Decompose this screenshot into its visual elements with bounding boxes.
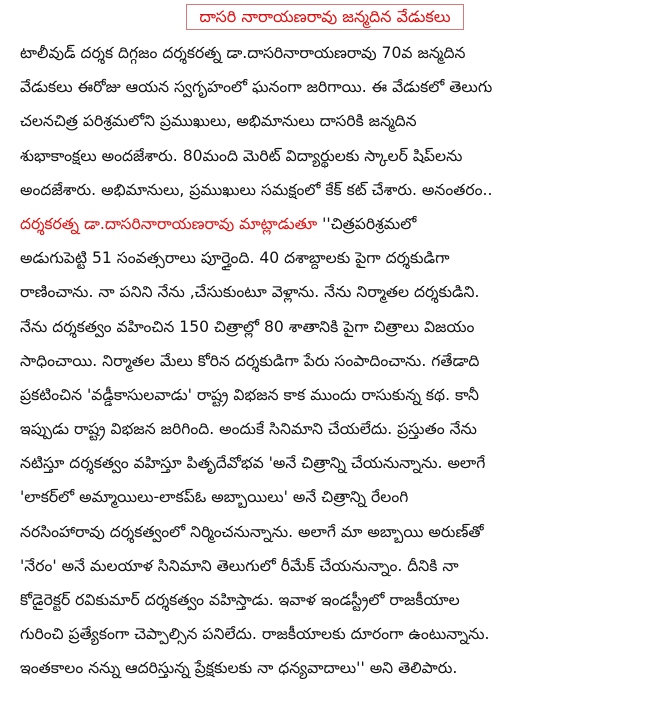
article-line-5: అందజేశారు. అభిమానులు, ప్రముఖులు సమక్షంలో కేక్ కట్ చేశారు. అనంతరం.. — [20, 180, 493, 199]
quote-intro-line — [20, 207, 635, 241]
article-line-18: గురించి ప్రత్యేకంగా చెప్పాల్సిన పనిలేదు. రాజకీయాలకు దూరంగా ఉంటున్నాను. — [20, 625, 490, 644]
article-line-14: 'లాకర్‌లో అమ్మాయిలు-లాకప్‌ఓ అబ్బాయిలు' అనే చిత్రాన్ని రేలంగి — [20, 488, 409, 507]
article-line-3: చలనచిత్ర పరిశ్రమలోని ప్రముఖులు, అభిమానులు దాసరికి జన్మదిన — [20, 112, 417, 131]
article-line-12: ఇప్పుడు రాష్ట్ర విభజన జరిగింది. అందుకే సినిమాని చేయలేదు. ప్రస్తుతం నేను — [20, 420, 477, 439]
article-line-19: ఇంతకాలం నన్ను ఆదరిస్తున్న ప్రేక్షకులకు నా ధన్యవాదాలు'' అని తెలిపారు. — [20, 659, 458, 678]
article-line-4: శుభాకాంక్షలు అందజేశారు. 80మంది మెరిట్ విద్యార్థులకు స్కాలర్ షిప్‌లను — [20, 146, 463, 165]
article-line-2: వేడుకలు ఈరోజు ఆయన స్వగృహంలో ఘనంగా జరిగాయి. ఈ వేడుకలో తెలుగు — [20, 78, 493, 97]
quote-start: ''చిత్రపరిశ్రమలో — [317, 214, 417, 233]
article-line-9: నేను దర్శకత్వం వహించిన 150 చిత్రాల్లో 80 శాతానికి పైగా చిత్రాలు విజయం — [20, 317, 475, 336]
article-body — [20, 36, 635, 686]
article-line-7: అడుగుపెట్టి 51 సంవత్సరాలు పూర్తైంది. 40 దశాబ్దాలకు పైగా దర్శకుడిగా — [20, 249, 450, 268]
article-line-11: ప్రకటించిన 'వడ్డీకాసులవాడు' రాష్ట్ర విభజన కాక ముందు రాసుకున్న కథ. కానీ — [20, 385, 479, 404]
speaker-name: దర్శకరత్న డా.దాసరినారాయణరావు మాట్లాడుతూ — [20, 214, 318, 233]
article-line-16: 'నేరం' అనే మలయాళ సినిమాని తెలుగులో రీమేక్ చేయనున్నాం. దీనికి నా — [20, 556, 459, 575]
article-title: దాసరి నారాయణరావు జన్మదిన వేడుకలు — [186, 4, 463, 30]
article-line-8: రాణించాను. నా పనిని నేను ,చేసుకుంటూ వెళ్లాను. నేను నిర్మాతల దర్శకుడిని. — [20, 283, 480, 302]
article-line-10: సాధించాయి. నిర్మాతల మేలు కోరిన దర్శకుడిగా పేరు సంపాదించాను. గతేడాది — [20, 351, 480, 370]
article-line-17: కోడైరెక్టర్ రవికుమార్ దర్శకత్వం వహిస్తాడు. ఇవాళ ఇండస్ట్రీలో రాజకీయాల — [20, 591, 460, 609]
article-line-15: నరసింహారావు దర్శకత్వంలో నిర్మించనున్నాను. అలాగే మా అబ్బాయి అరుణ్‌తో — [20, 522, 484, 541]
article-line-1: టాలీవుడ్ దర్శక దిగ్గజం దర్శకరత్న డా.దాసరినారాయణరావు 70వ జన్మదిన — [20, 44, 466, 62]
article-line-13: నటిస్తూ దర్శకత్వం వహిస్తూ పితృదేవోభవ 'అనే చిత్రాన్ని చేయనున్నాను. అలాగే — [20, 454, 486, 473]
title-bar — [0, 4, 650, 30]
